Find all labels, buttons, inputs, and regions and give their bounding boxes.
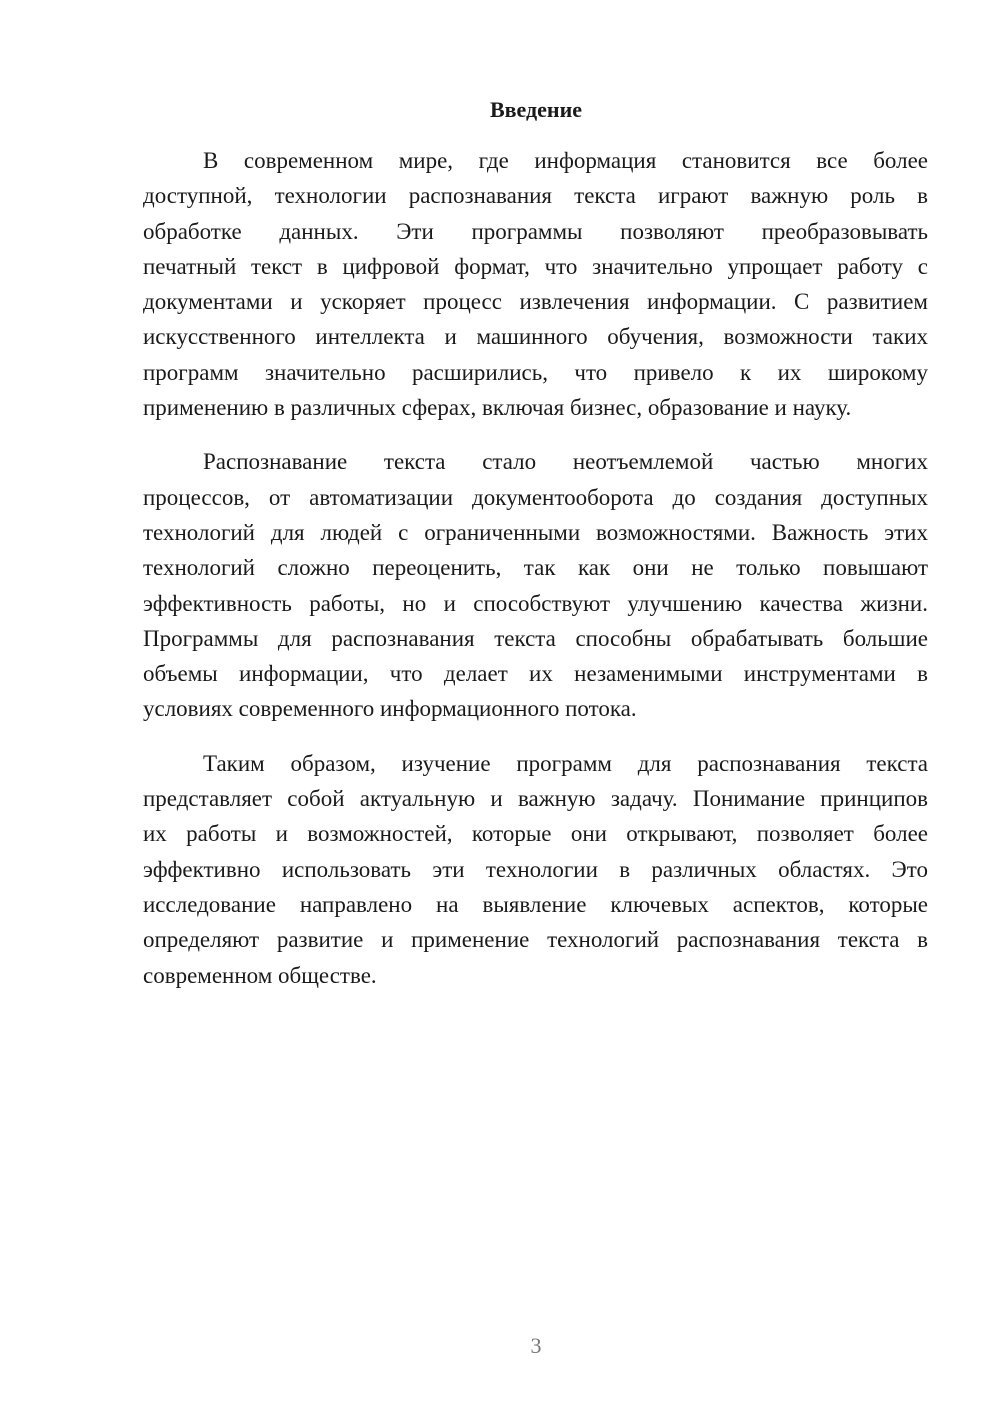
section-title: Введение xyxy=(489,97,583,122)
text-line: обработке данных. Эти программы позволяют преобразовывать xyxy=(143,218,928,244)
page-number: 3 xyxy=(530,1333,542,1358)
text-line: исследование направлено на выявление ключевых аспектов, которые xyxy=(143,891,928,917)
text-line: Распознавание текста стало неотъемлемой частью многих xyxy=(203,449,928,475)
text-line: печатный текст в цифровой формат, что значительно упрощает работу с xyxy=(143,253,928,279)
text-line: определяют развитие и применение технологий распознавания текста в xyxy=(143,927,928,953)
text-line: документами и ускоряет процесс извлечения информации. С развитием xyxy=(143,289,928,315)
text-line: В современном мире, где информация становится все более xyxy=(203,148,928,173)
text-line: доступной, технологии распознавания текста играют важную роль в xyxy=(143,183,928,209)
text-line: эффективность работы, но и способствуют улучшению качества жизни. xyxy=(143,590,928,616)
text-line: Программы для распознавания текста способны обрабатывать большие xyxy=(143,625,928,651)
text-line: применению в различных сферах, включая бизнес, образование и науку. xyxy=(143,395,852,421)
text-line: технологий сложно переоценить, так как они не только повышают xyxy=(143,555,928,581)
paragraph xyxy=(143,444,928,726)
document-body xyxy=(143,143,928,1012)
text-line: программ значительно расширились, что привело к их широкому xyxy=(143,359,928,385)
text-line: объемы информации, что делает их незаменимыми инструментами в xyxy=(143,661,928,687)
paragraph xyxy=(143,143,928,425)
text-line: условиях современного информационного потока. xyxy=(143,696,637,722)
text-line: искусственного интеллекта и машинного обучения, возможности таких xyxy=(143,324,928,350)
paragraph xyxy=(143,746,928,993)
text-line: Таким образом, изучение программ для распознавания текста xyxy=(203,750,928,776)
text-line: процессов, от автоматизации документооборота до создания доступных xyxy=(143,484,928,510)
text-line: технологий для людей с ограниченными возможностями. Важность этих xyxy=(143,519,928,545)
text-line: их работы и возможностей, которые они открывают, позволяет более xyxy=(143,821,928,847)
text-line: эффективно использовать эти технологии в различных областях. Это xyxy=(143,856,928,882)
text-line: современном обществе. xyxy=(143,962,377,988)
text-line: представляет собой актуальную и важную задачу. Понимание принципов xyxy=(143,786,928,812)
